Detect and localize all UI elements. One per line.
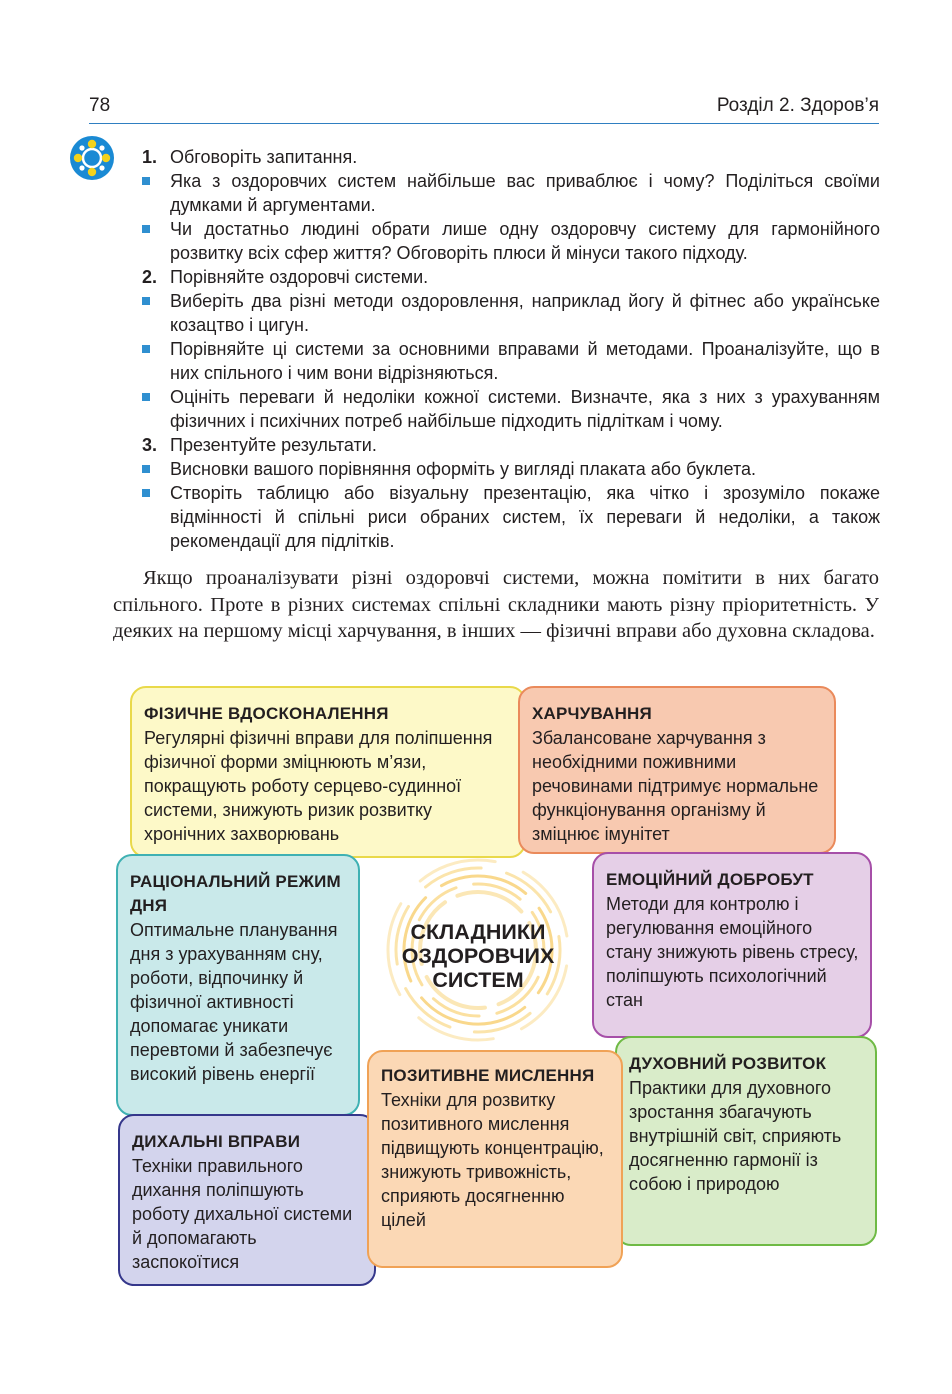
card-spiritual-development — [615, 1036, 877, 1246]
card-emotional-wellbeing — [592, 852, 872, 1038]
card-text: Збалансоване харчування з необхідними поживними речовинами підтримує нормальне функціонування організму й зміцнює імунітет — [532, 728, 819, 844]
task-title: Обговоріть запитання. — [170, 147, 358, 167]
task-title: Презентуйте результати. — [170, 435, 377, 455]
card-title: ХАРЧУВАННЯ — [532, 704, 652, 723]
card-title: РАЦІОНАЛЬНИЙ РЕЖИМ ДНЯ — [130, 872, 341, 915]
task-number: 1. — [142, 147, 158, 167]
card-nutrition — [518, 686, 836, 854]
card-title: ДУХОВНИЙ РОЗВИТОК — [629, 1054, 827, 1073]
card-text: Техніки правильного дихання поліпшують роботу дихальної системи й допомагають заспокоїтися — [132, 1156, 353, 1272]
section-title: Розділ 2. Здоров’я — [716, 95, 879, 116]
task-3 — [140, 433, 880, 457]
card-text: Методи для контролю і регулювання емоційного стану знижують рівень стресу, поліпшують психологічний стан — [606, 894, 859, 1010]
card-title: ФІЗИЧНЕ ВДОСКОНАЛЕННЯ — [144, 704, 389, 723]
card-text: Техніки для розвитку позитивного мислення підвищують концентрацію, знижують тривожність, сприяють досягненню цілей — [381, 1090, 604, 1230]
card-title: ПОЗИТИВНЕ МИСЛЕННЯ — [381, 1066, 595, 1085]
card-breathing-exercises — [118, 1114, 376, 1286]
card-positive-thinking — [367, 1050, 623, 1268]
task-bullet: Висновки вашого порівняння оформіть у вигляді плаката або буклета. — [140, 457, 880, 481]
group-discussion-icon — [69, 135, 115, 181]
task-2 — [140, 265, 880, 289]
task-bullet: Порівняйте ці системи за основними вправами й методами. Проаналізуйте, що в них спільного і чим вони відрізняються. — [140, 337, 880, 385]
card-text: Практики для духовного зростання збагачують внутрішній світ, сприяють досягненню гармонії із собою і природою — [629, 1078, 842, 1194]
task-number: 3. — [142, 435, 158, 455]
card-title: ЕМОЦІЙНИЙ ДОБРОБУТ — [606, 870, 814, 889]
card-text: Регулярні фізичні вправи для поліпшення фізичної форми зміцнюють м’язи, покращують роботу серцево-судинної системи, знижують ризик розвитку хронічних захворювань — [144, 728, 493, 844]
task-bullet: Яка з оздоровчих систем найбільше вас приваблює і чому? Поділіться своїми думками й аргументами. — [140, 169, 880, 217]
diagram-center-title: СКЛАДНИКИ ОЗДОРОВЧИХ СИСТЕМ — [401, 920, 555, 992]
card-physical-improvement — [130, 686, 526, 858]
task-list — [140, 145, 880, 553]
task-bullet: Чи достатньо людині обрати лише одну оздоровчу систему для гармонійного розвитку всіх сфер життя? Обговоріть плюси й мінуси такого підходу. — [140, 217, 880, 265]
page-header — [89, 93, 879, 124]
task-title: Порівняйте оздоровчі системи. — [170, 267, 429, 287]
task-1 — [140, 145, 880, 169]
card-text: Оптимальне планування дня з урахуванням сну, роботи, відпочинку й фізичної активності допомагає уникати перевтоми й забезпечує високий рівень енергії — [130, 920, 338, 1084]
task-bullet: Оцініть переваги й недоліки кожної системи. Визначте, яка з них з урахуванням фізичних і психічних потреб найбільше підходить підліткам і чому. — [140, 385, 880, 433]
card-title: ДИХАЛЬНІ ВПРАВИ — [132, 1132, 301, 1151]
page-number: 78 — [89, 95, 111, 116]
task-bullet: Виберіть два різні методи оздоровлення, наприклад йогу й фітнес або українське козацтво і цигун. — [140, 289, 880, 337]
task-number: 2. — [142, 267, 158, 287]
task-bullet: Створіть таблицю або візуальну презентацію, яка чітко і зрозуміло покаже відмінності й спільні риси обраних систем, їх переваги й недоліки, а також рекомендації для підлітків. — [140, 481, 880, 553]
card-daily-regime — [116, 854, 360, 1116]
body-paragraph: Якщо проаналізувати різні оздоровчі системи, можна помітити в них багато спільного. Проте в різних системах спільні складники мають різну пріоритетність. У деяких на першому місці харчування, в інших — фізичні вправи або духовна складова. — [113, 567, 879, 642]
